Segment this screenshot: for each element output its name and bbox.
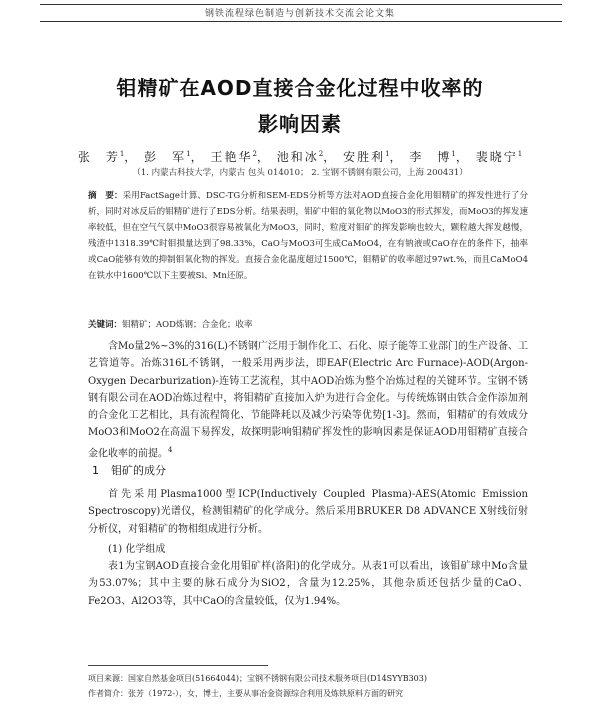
author: 李 博$^1$ [409,150,456,164]
author: 张 芳$^1$ [77,150,125,164]
footnote-author: 作者简介：张芳（1972-），女，博士，主要从事冶金资源综合利用及炼铁原料方面的研究 [88,689,404,698]
paper-title-line2: 影响因素 [258,112,342,136]
keywords-text: 钼精矿；AOD炼钢；合金化；收率 [122,320,253,330]
author-list: 张 芳$^1$， 彭 军$^1$， 王艳华$^2$， 池和冰$^2$， 安胜利$^1$， 李 博$^1$， 裴晓宁$^1$ [77,150,523,164]
author: 安胜利$^1$ [343,150,390,164]
author: 池和冰$^2$ [276,150,324,164]
intro-paragraph: 含Mo量2%~3%的316(L)不锈钢广泛用于制作化工、石化、原子能等工业部门的生产设备、工艺管道等。冶炼316L不锈钢，一般采用两步法，即EAF(Electric Arc Furnace)-AOD(Argon-Oxygen Decarburization)-连铸工艺流程，其中AOD冶炼为整个冶炼过程的关键环节。宝钢不锈钢有限公司在AOD冶炼过程中，将钼精矿直接加入炉为进行合金化。与传统炼钢由铁合金作添加剂的合金化工艺相比，具有流程简化、节能降耗以及减少污染等优势[1-3]。然而，钼精矿的有效成分MoO3和MoO2在高温下易挥发，故探明影响钼精矿挥发性的影响因素是保证AOD用钼精矿直接合金化收率的前提。$^4$ [88,341,528,460]
footnote-rule [88,665,268,666]
keywords-label: 关键词： [88,320,123,330]
section-number: 1 [92,464,99,477]
affiliations: （1. 内蒙古科技大学，内蒙古 包头 014010； 2. 宝钢不锈钢有限公司，上海 200431） [132,168,468,178]
section-heading [92,462,166,478]
section-title: 钼矿的成分 [111,464,166,477]
running-header: 钢铁流程绿色制造与创新技术交流会论文集 [204,9,395,19]
header-rule-top [40,4,562,5]
keywords [88,318,528,330]
abstract-text: 采用FactSage计算、DSC-TG分析和SEM-EDS分析等方法对AOD直接合金化用钼精矿的挥发性进行了分析，同时对冰反后的钼精矿进行了EDS分析。结果表明，钼矿中钼的氧化物以MoO3的形式挥发，而MoO3的挥发速率较低，但在空气气氛中MoO3很容易被氧化为MoO3，同时，粒度对钼矿的挥发影响也较大，颗粒越大挥发越慢，残渣中1318.39℃时钼损量达到了98.33%，CaO与MoO3可生成CaMoO4，在有钠液或CaO存在的条件下，抽率或CaO能够有效的抑制钼氧化物的挥发。直接合金化温度超过1500℃，钼精矿的收率超过97wt.%，而且CaMoO4在铁水中1600℃以下主要被Si、Mn还原。 [88,191,528,281]
footnote-fund: 项目来源：国家自然基金项目(51664044)；宝钢不锈钢有限公司技术服务项目(D14SYYB303) [88,674,427,683]
header-rule-bottom [40,21,562,22]
section1-paragraph: 首先采用Plasma1000型ICP(Inductively Coupled Plasma)-AES(Atomic Emission Spectroscopy)光谱仪，检测钼精矿的化学成分。然后采用BRUKER D8 ADVANCE X射线衍射分析仪，对钼精矿的物相组成进行分析。 [88,489,528,535]
author: 裴晓宁$^1$ [475,150,523,164]
citation-ref: 4 [168,445,173,454]
subsection-paragraph: 表1为宝钢AOD直接合金化用钼矿样(洛阳)的化学成分。从表1可以看出，该钼矿球中Mo含量为53.07%；其中主要的脉石成分为SiO2，含量为12.25%，其他杂质还包括少量的CaO、Fe2O3、Al2O3等，其中CaO的含量较低，仅为1.94%。 [88,561,528,607]
abstract [88,188,528,284]
paper-title-line1: 钼精矿在AOD直接合金化过程中收率的 [116,76,484,100]
abstract-label: 摘 要： [88,191,123,201]
subsection-heading: (1) 化学组成 [108,544,166,555]
author: 彭 军$^1$ [144,150,191,164]
author: 王艳华$^2$ [210,150,257,164]
